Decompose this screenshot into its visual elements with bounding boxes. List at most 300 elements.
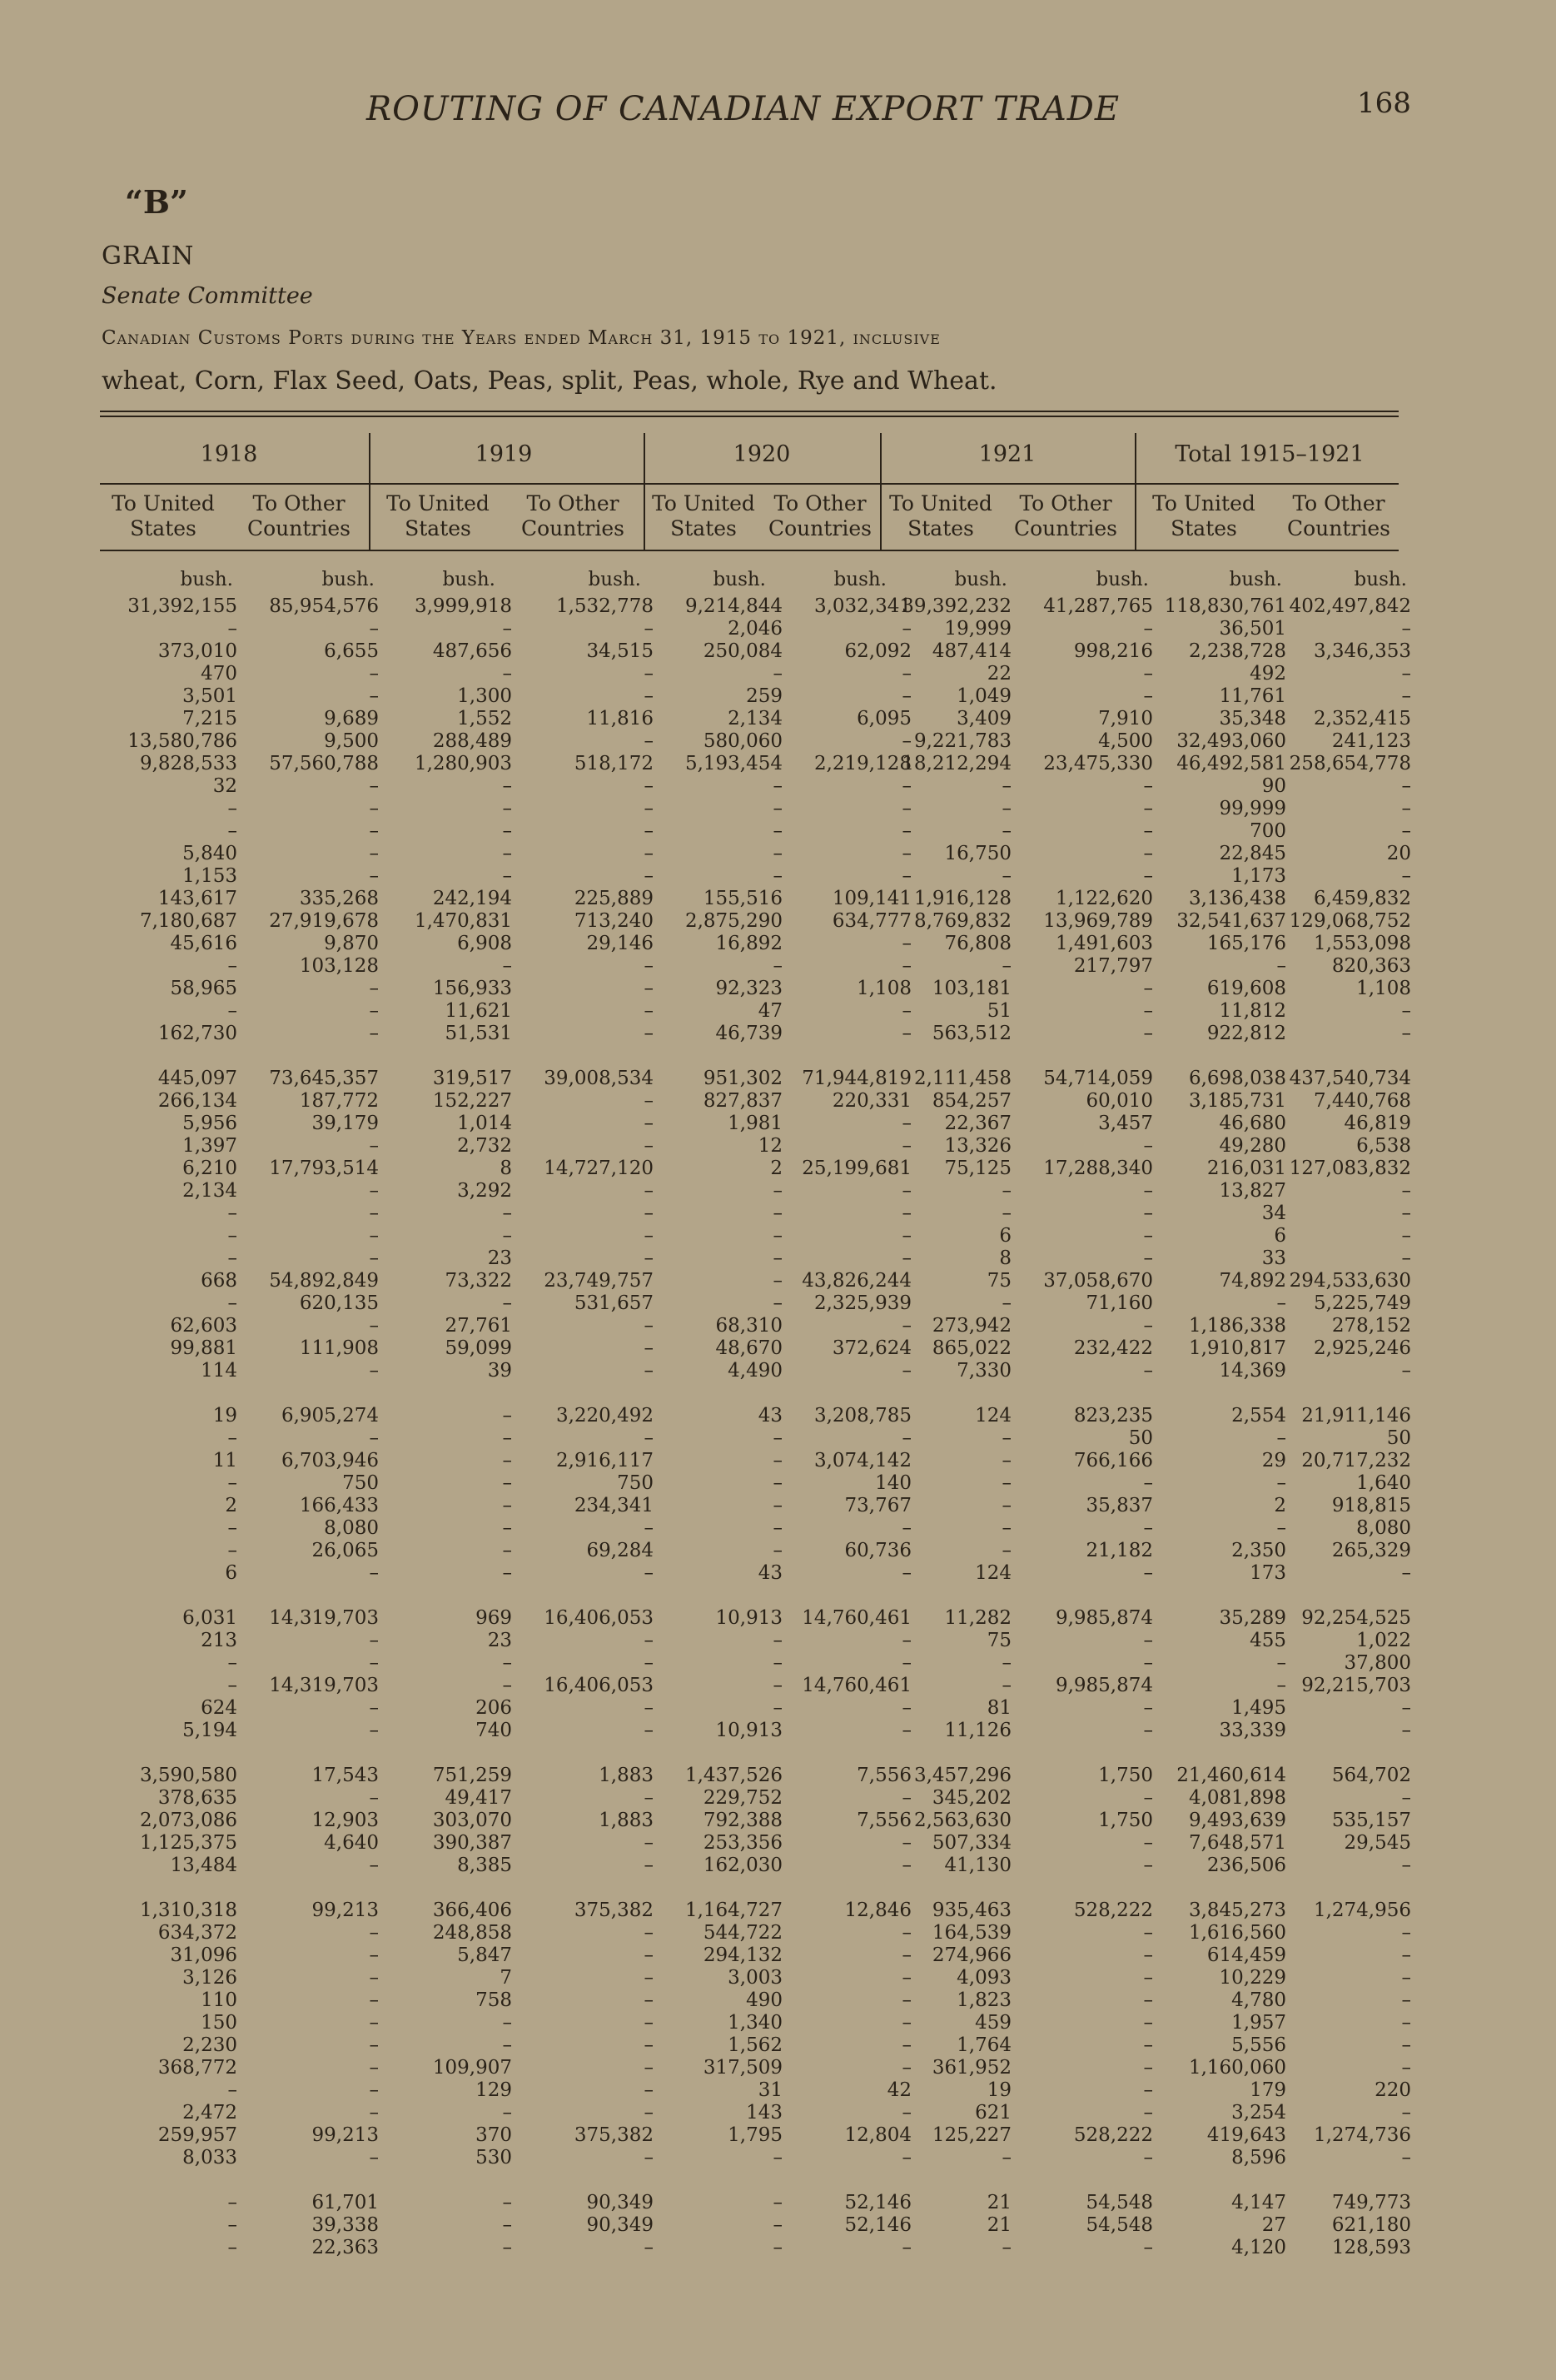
table-cell: – — [1143, 1202, 1153, 1224]
table-cell: – — [644, 1944, 654, 1966]
table-cell: – — [369, 663, 379, 685]
table-cell: 620,135 — [299, 1292, 379, 1314]
table-cell: 3,220,492 — [555, 1405, 654, 1427]
table-cell: 10,913 — [715, 1607, 783, 1629]
table-cell: – — [1276, 955, 1286, 977]
data-column — [379, 595, 512, 2259]
table-cell: – — [644, 1315, 654, 1337]
table-cell: – — [369, 2034, 379, 2056]
table-cell: 166,433 — [299, 1495, 379, 1516]
table-cell: 3,032,341 — [813, 595, 912, 617]
table-cell: – — [369, 1944, 379, 1966]
table-cell: 9,985,874 — [1055, 1675, 1153, 1696]
table-cell: – — [227, 1472, 237, 1494]
table-cell: 41,130 — [944, 1855, 1012, 1876]
table-cell: – — [1143, 1720, 1153, 1741]
table-cell: – — [1143, 1360, 1153, 1382]
table-cell: – — [1002, 1540, 1012, 1561]
table-cell: – — [644, 1225, 654, 1247]
table-cell: 3,208,785 — [813, 1405, 912, 1427]
table-cell: 614,459 — [1206, 1944, 1286, 1966]
table-cell — [96, 1045, 237, 1068]
table-cell: 1,164,727 — [684, 1900, 783, 1921]
table-cell: 92,323 — [715, 978, 783, 999]
table-cell: – — [902, 1135, 912, 1157]
table-cell: – — [369, 1989, 379, 2011]
table-cell: 459 — [975, 2012, 1012, 2034]
table-cell: – — [773, 843, 783, 864]
table-cell — [654, 2169, 783, 2192]
table-cell: 27,761 — [445, 1315, 512, 1337]
table-cell: – — [644, 955, 654, 977]
table-cell: 23 — [487, 1630, 512, 1651]
table-cell: 266,134 — [157, 1090, 237, 1112]
table-cell: – — [502, 955, 512, 977]
table-cell: – — [902, 1630, 912, 1651]
table-cell: – — [227, 2237, 237, 2258]
table-cell: 14,319,703 — [269, 1607, 379, 1629]
table-cell: – — [902, 2057, 912, 2079]
table-cell: 3,346,353 — [1313, 640, 1411, 662]
table-cell: – — [1401, 1944, 1411, 1966]
table-cell: 32,493,060 — [1176, 730, 1286, 752]
table-cell: – — [1143, 1967, 1153, 1989]
table-cell: 7,180,687 — [139, 910, 237, 932]
col-header-other: To Other Countries — [768, 491, 872, 540]
table-cell: 206 — [475, 1697, 512, 1719]
table-cell: – — [773, 1540, 783, 1561]
table-cell: – — [502, 2192, 512, 2213]
table-cell: 274,966 — [932, 1944, 1012, 1966]
table-cell: – — [1401, 1225, 1411, 1247]
table-cell: 54,548 — [1086, 2192, 1153, 2213]
table-cell: 7,440,768 — [1313, 1090, 1411, 1112]
table-cell: – — [1002, 1180, 1012, 1202]
table-cell: – — [502, 1472, 512, 1494]
table-cell: – — [644, 1090, 654, 1112]
table-cell: 7,556 — [857, 1810, 912, 1831]
table-cell — [379, 1585, 512, 1607]
table-cell: – — [502, 843, 512, 864]
table-cell: 3,457,296 — [913, 1765, 1012, 1786]
table-cell: – — [644, 618, 654, 640]
table-cell: 1,397 — [182, 1135, 237, 1157]
table-cell: – — [1401, 865, 1411, 887]
table-cell: 998,216 — [1073, 640, 1153, 662]
table-cell — [237, 1742, 379, 1765]
table-cell: – — [369, 1000, 379, 1022]
subject-heading: GRAIN — [102, 241, 195, 271]
table-cell: 8,769,832 — [913, 910, 1012, 932]
table-cell: 225,889 — [574, 888, 654, 909]
table-cell: 2,875,290 — [684, 910, 783, 932]
table-cell: 31 — [758, 2079, 783, 2101]
table-cell: – — [773, 1180, 783, 1202]
table-cell: 250,084 — [703, 640, 783, 662]
table-cell: 127,083,832 — [1289, 1158, 1411, 1179]
table-cell: 6,908 — [457, 933, 512, 954]
table-cell: 74,892 — [1219, 1270, 1286, 1292]
table-cell: 14,369 — [1219, 1360, 1286, 1382]
table-cell: – — [1002, 955, 1012, 977]
table-cell — [379, 2169, 512, 2192]
table-cell: – — [1401, 2057, 1411, 2079]
table-cell: 3,185,731 — [1188, 1090, 1286, 1112]
table-cell: 319,517 — [432, 1068, 512, 1089]
table-cell: 2,219,128 — [813, 753, 912, 774]
table-cell: 60,736 — [844, 1540, 912, 1561]
table-cell: 1,640 — [1356, 1472, 1411, 1494]
table-cell — [512, 1585, 654, 1607]
table-cell — [887, 1742, 1012, 1765]
table-cell: 7,910 — [1098, 708, 1153, 729]
table-cell: 68,310 — [715, 1315, 783, 1337]
table-cell: 2,238,728 — [1188, 640, 1286, 662]
unit-label: bush. — [1354, 569, 1407, 590]
table-cell: 455 — [1250, 1630, 1286, 1651]
table-cell: 375,382 — [574, 2124, 654, 2146]
table-cell: 2,352,415 — [1313, 708, 1411, 729]
table-cell — [1012, 2169, 1153, 2192]
table-cell: – — [1143, 978, 1153, 999]
table-cell: – — [1143, 1855, 1153, 1876]
table-cell — [1286, 1045, 1411, 1068]
table-cell: – — [1143, 1832, 1153, 1854]
unit-label: bush. — [833, 569, 887, 590]
table-cell: – — [1401, 1697, 1411, 1719]
table-cell: 1,014 — [457, 1113, 512, 1134]
table-cell: – — [369, 820, 379, 842]
table-cell: 8 — [999, 1247, 1012, 1269]
table-cell: – — [773, 1652, 783, 1674]
table-cell: 162,030 — [703, 1855, 783, 1876]
table-cell: – — [1276, 1427, 1286, 1449]
table-cell: 143,617 — [157, 888, 237, 909]
table-cell: 740 — [475, 1720, 512, 1741]
table-cell: 278,152 — [1331, 1315, 1411, 1337]
table-cell: – — [773, 1630, 783, 1651]
table-cell: 1,022 — [1356, 1630, 1411, 1651]
committee-line: Senate Committee — [102, 283, 313, 309]
table-cell: – — [644, 1967, 654, 1989]
table-cell: – — [773, 2147, 783, 2168]
table-cell: 51 — [987, 1000, 1012, 1022]
table-cell: 242,194 — [432, 888, 512, 909]
table-cell: – — [902, 843, 912, 864]
table-cell: 1,340 — [728, 2012, 783, 2034]
table-cell: – — [773, 955, 783, 977]
table-cell: – — [773, 1292, 783, 1314]
table-cell: – — [502, 820, 512, 842]
table-cell: 27,919,678 — [269, 910, 379, 932]
table-cell: 75 — [987, 1630, 1012, 1651]
running-title: ROUTING OF CANADIAN EXPORT TRADE — [366, 90, 1121, 128]
col-header-us: To United States — [112, 491, 215, 540]
table-cell: 50 — [1386, 1427, 1411, 1449]
table-cell: – — [1401, 1562, 1411, 1584]
table-cell: – — [1002, 1450, 1012, 1471]
table-cell — [1012, 1877, 1153, 1900]
table-cell: – — [902, 2034, 912, 2056]
table-cell: 29,545 — [1344, 1832, 1411, 1854]
table-cell: – — [1143, 1180, 1153, 1202]
table-cell: 1,562 — [728, 2034, 783, 2056]
table-cell: – — [1401, 1922, 1411, 1944]
table-cell: 14,727,120 — [544, 1158, 654, 1179]
table-cell: 2,554 — [1231, 1405, 1286, 1427]
table-cell: – — [1143, 1787, 1153, 1809]
table-cell: – — [369, 685, 379, 707]
table-cell: 366,406 — [432, 1900, 512, 1921]
table-cell: 1,616,560 — [1188, 1922, 1286, 1944]
table-cell: 220,331 — [832, 1090, 912, 1112]
table-cell: – — [644, 2079, 654, 2101]
table-cell: 3,126 — [182, 1967, 237, 1989]
table-cell: – — [902, 933, 912, 954]
table-cell: 216,031 — [1206, 1158, 1286, 1179]
table-cell: – — [227, 1427, 237, 1449]
table-cell: 1,108 — [1356, 978, 1411, 999]
table-cell: – — [644, 798, 654, 819]
table-cell: 375,382 — [574, 1900, 654, 1921]
table-cell: 303,070 — [432, 1810, 512, 1831]
table-cell: – — [369, 1697, 379, 1719]
table-cell: 700 — [1250, 820, 1286, 842]
table-cell: – — [773, 1675, 783, 1696]
table-cell: 39,179 — [311, 1113, 379, 1134]
table-cell: – — [502, 865, 512, 887]
col-header-other: To Other Countries — [247, 491, 350, 540]
table-cell: – — [1143, 1000, 1153, 1022]
table-cell: – — [502, 1562, 512, 1584]
table-cell: 470 — [201, 663, 237, 685]
table-cell: 62,603 — [170, 1315, 237, 1337]
table-cell: 156,933 — [432, 978, 512, 999]
table-cell: 792,388 — [703, 1810, 783, 1831]
table-cell: 294,132 — [703, 1944, 783, 1966]
table-cell: 317,509 — [703, 2057, 783, 2079]
table-cell: 1,125,375 — [139, 1832, 237, 1854]
table-cell: 8,385 — [457, 1855, 512, 1876]
table-cell: 236,506 — [1206, 1855, 1286, 1876]
table-cell: 11,126 — [944, 1720, 1012, 1741]
table-cell: 22,845 — [1219, 843, 1286, 864]
table-cell: – — [1401, 1787, 1411, 1809]
table-cell: 2 — [1274, 1495, 1286, 1516]
table-cell: 1,750 — [1098, 1810, 1153, 1831]
table-cell: 713,240 — [574, 910, 654, 932]
table-cell: – — [1143, 1315, 1153, 1337]
table-cell: 580,060 — [703, 730, 783, 752]
table-cell: – — [902, 663, 912, 685]
table-cell: – — [227, 1652, 237, 1674]
table-cell: 162,730 — [157, 1023, 237, 1044]
table-cell: 99,213 — [311, 2124, 379, 2146]
table-cell: – — [227, 1202, 237, 1224]
table-cell: – — [227, 955, 237, 977]
table-cell: 73,645,357 — [269, 1068, 379, 1089]
table-cell: 12 — [758, 1135, 783, 1157]
table-cell: 3,457 — [1098, 1113, 1153, 1134]
table-cell: 9,828,533 — [139, 753, 237, 774]
table-cell: 14,319,703 — [269, 1675, 379, 1696]
table-cell: 528,222 — [1073, 2124, 1153, 2146]
table-cell: – — [369, 1787, 379, 1809]
table-cell: 419,643 — [1206, 2124, 1286, 2146]
table-cell: 103,181 — [932, 978, 1012, 999]
table-cell: 750 — [617, 1472, 654, 1494]
table-cell: 17,793,514 — [269, 1158, 379, 1179]
table-cell: 75 — [987, 1270, 1012, 1292]
table-cell: 29,146 — [586, 933, 654, 954]
col-divider — [880, 433, 882, 550]
table-cell: 373,010 — [157, 640, 237, 662]
table-cell: 59,099 — [445, 1337, 512, 1359]
table-cell: 2,073,086 — [139, 1810, 237, 1831]
table-cell: 2,134 — [182, 1180, 237, 1202]
table-cell: 918,815 — [1331, 1495, 1411, 1516]
table-cell: 518,172 — [574, 753, 654, 774]
table-cell: 487,414 — [932, 640, 1012, 662]
data-column — [237, 595, 379, 2259]
table-cell: – — [227, 1517, 237, 1539]
table-cell: 2 — [225, 1495, 237, 1516]
table-cell: – — [902, 798, 912, 819]
table-cell: 5,225,749 — [1313, 1292, 1411, 1314]
table-cell: 73,322 — [445, 1270, 512, 1292]
table-cell: 217,797 — [1073, 955, 1153, 977]
table-cell: 1,173 — [1231, 865, 1286, 887]
table-cell: – — [902, 730, 912, 752]
table-cell: 21 — [987, 2214, 1012, 2236]
table-cell: 2,732 — [457, 1135, 512, 1157]
table-cell: 109,141 — [832, 888, 912, 909]
table-cell: – — [369, 1855, 379, 1876]
table-cell: 11,816 — [586, 708, 654, 729]
table-cell: 535,157 — [1331, 1810, 1411, 1831]
table-cell: – — [369, 2102, 379, 2124]
unit-label: bush. — [321, 569, 375, 590]
commodities-line: wheat, Corn, Flax Seed, Oats, Peas, split, Peas, whole, Rye and Wheat. — [102, 366, 997, 396]
table-cell: 12,903 — [311, 1810, 379, 1831]
table-cell: – — [1143, 843, 1153, 864]
table-cell — [379, 1045, 512, 1068]
table-cell: 4,640 — [324, 1832, 379, 1854]
table-cell: – — [644, 1697, 654, 1719]
table-cell: – — [902, 685, 912, 707]
table-cell: – — [227, 798, 237, 819]
table-cell: 1,470,831 — [414, 910, 512, 932]
table-cell: – — [644, 1652, 654, 1674]
table-cell: 18,212,294 — [902, 753, 1012, 774]
table-cell: 6,698,038 — [1188, 1068, 1286, 1089]
table-cell: 46,492,581 — [1176, 753, 1286, 774]
table-cell: – — [369, 1630, 379, 1651]
table-cell: 129,068,752 — [1289, 910, 1411, 932]
table-cell: 758 — [475, 1989, 512, 2011]
table-cell: 335,268 — [299, 888, 379, 909]
table-cell: 9,985,874 — [1055, 1607, 1153, 1629]
data-column — [1012, 595, 1153, 2259]
table-cell: 124 — [975, 1405, 1012, 1427]
table-cell: 43 — [758, 1405, 783, 1427]
table-cell — [512, 1382, 654, 1405]
table-cell: 173 — [1250, 1562, 1286, 1584]
table-cell: 50 — [1128, 1427, 1153, 1449]
table-cell: – — [902, 955, 912, 977]
table-cell: 3,409 — [957, 708, 1012, 729]
table-cell: 402,497,842 — [1289, 595, 1411, 617]
table-cell: – — [644, 730, 654, 752]
table-cell: – — [369, 1180, 379, 1202]
table-cell: 751,259 — [432, 1765, 512, 1786]
table-cell: 507,334 — [932, 1832, 1012, 1854]
table-cell: 23 — [487, 1247, 512, 1269]
table-cell: – — [1143, 1697, 1153, 1719]
table-cell: – — [773, 2237, 783, 2258]
table-cell — [512, 1742, 654, 1765]
table-cell: – — [773, 1247, 783, 1269]
table-cell: 42 — [887, 2079, 912, 2101]
table-cell: – — [227, 1247, 237, 1269]
table-cell: – — [1143, 618, 1153, 640]
table-cell: 490 — [746, 1989, 783, 2011]
table-cell: 9,500 — [324, 730, 379, 752]
table-cell: – — [1401, 820, 1411, 842]
table-cell: 1,280,903 — [414, 753, 512, 774]
table-cell: 1,957 — [1231, 2012, 1286, 2034]
table-cell: – — [902, 1562, 912, 1584]
table-cell: – — [1401, 2102, 1411, 2124]
table-cell: 487,656 — [432, 640, 512, 662]
table-cell: 21,911,146 — [1301, 1405, 1411, 1427]
page-number: 168 — [1357, 87, 1411, 120]
table-cell: 1,532,778 — [555, 595, 654, 617]
table-cell: – — [369, 843, 379, 864]
col-header-us: To United States — [889, 491, 992, 540]
table-cell: – — [1002, 1472, 1012, 1494]
table-cell: 52,146 — [844, 2192, 912, 2213]
table-cell: – — [644, 2012, 654, 2034]
table-cell: 624 — [201, 1697, 237, 1719]
table-cell: 5,194 — [182, 1720, 237, 1741]
table-cell: 111,908 — [299, 1337, 379, 1359]
table-cell — [1153, 1382, 1286, 1405]
table-cell: 13,580,786 — [127, 730, 237, 752]
table-cell: 13,484 — [170, 1855, 237, 1876]
table-cell: – — [644, 1023, 654, 1044]
table-cell: 1,300 — [457, 685, 512, 707]
table-cell: 2,472 — [182, 2102, 237, 2124]
table-cell: – — [1002, 820, 1012, 842]
table-cell: – — [773, 1225, 783, 1247]
table-cell: 19 — [212, 1405, 237, 1427]
table-cell: – — [644, 1720, 654, 1741]
table-cell: 71,160 — [1086, 1292, 1153, 1314]
table-cell: 85,954,576 — [269, 595, 379, 617]
table-cell: 1,883 — [599, 1810, 654, 1831]
table-cell: 9,214,844 — [684, 595, 783, 617]
table-cell: – — [773, 1472, 783, 1494]
table-cell: 35,348 — [1219, 708, 1286, 729]
table-cell: – — [1143, 1135, 1153, 1157]
table-top-rule — [100, 411, 1399, 412]
table-cell — [237, 1585, 379, 1607]
table-cell — [654, 1585, 783, 1607]
table-cell: 265,329 — [1331, 1540, 1411, 1561]
table-cell: 11 — [212, 1450, 237, 1471]
table-cell: 668 — [201, 1270, 237, 1292]
